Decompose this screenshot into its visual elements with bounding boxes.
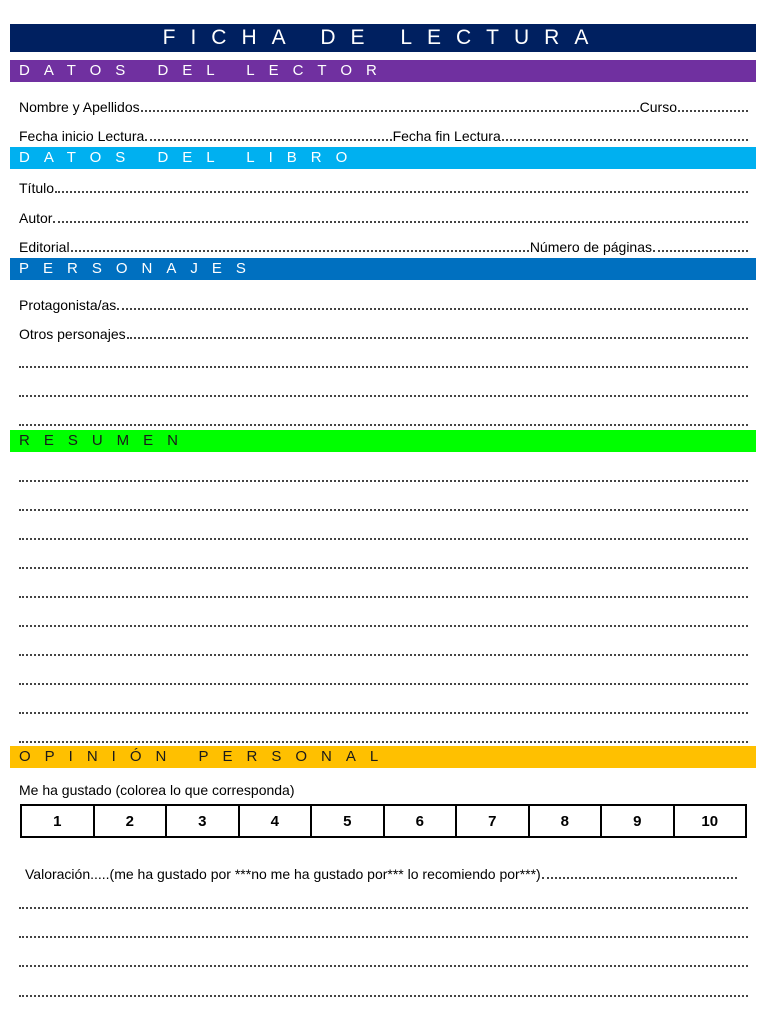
resumen-blank-line[interactable] — [19, 704, 748, 714]
section-resumen: RESUMEN — [10, 430, 756, 452]
resumen-blank-line[interactable] — [19, 733, 748, 743]
field-titulo-label: Título — [19, 180, 55, 196]
personajes-blank-line[interactable] — [19, 416, 748, 426]
section-datos-libro: DATOS DEL LIBRO — [10, 147, 756, 169]
valoracion-row — [25, 865, 738, 883]
rating-cell-1[interactable]: 1 — [21, 805, 94, 837]
field-titulo-blank[interactable] — [55, 190, 748, 193]
field-nombre-blank[interactable] — [141, 109, 639, 112]
me-ha-gustado-label: Me ha gustado (colorea lo que corresponda) — [19, 782, 295, 798]
section-personajes: PERSONAJES — [10, 258, 756, 280]
valoracion-blank-line[interactable] — [19, 899, 748, 909]
field-autor-blank[interactable] — [53, 220, 748, 223]
field-editorial-row — [19, 238, 749, 256]
field-otros-row — [19, 325, 749, 343]
field-editorial-blank[interactable] — [71, 249, 529, 252]
field-autor-row — [19, 209, 749, 227]
field-protagonistas-blank[interactable] — [117, 307, 748, 310]
field-protagonistas-label: Protagonista/as — [19, 297, 117, 313]
field-fecha-inicio-label: Fecha inicio Lectura — [19, 128, 145, 144]
section-datos-lector: DATOS DEL LECTOR — [10, 60, 756, 82]
field-titulo-row — [19, 179, 749, 197]
field-autor-label: Autor — [19, 210, 53, 226]
field-curso-blank[interactable] — [678, 109, 748, 112]
valoracion-blank-line[interactable] — [19, 987, 748, 997]
field-paginas-blank[interactable] — [653, 249, 748, 252]
resumen-blank-line[interactable] — [19, 559, 748, 569]
resumen-blank-line[interactable] — [19, 675, 748, 685]
personajes-blank-line[interactable] — [19, 358, 748, 368]
rating-cell-3[interactable]: 3 — [166, 805, 239, 837]
rating-cell-8[interactable]: 8 — [529, 805, 602, 837]
field-curso-label: Curso — [639, 99, 677, 115]
rating-cell-2[interactable]: 2 — [94, 805, 167, 837]
field-fechas-row — [19, 127, 749, 145]
section-opinion-personal: OPINIÓN PERSONAL — [10, 746, 756, 768]
field-editorial-label: Editorial — [19, 239, 70, 255]
resumen-blank-line[interactable] — [19, 501, 748, 511]
resumen-blank-line[interactable] — [19, 530, 748, 540]
resumen-blank-line[interactable] — [19, 472, 748, 482]
valoracion-label: Valoración.....(me ha gustado por ***no me ha gustado por*** lo recomiendo por***) — [25, 866, 541, 882]
rating-table — [20, 804, 747, 838]
page-title: FICHA DE LECTURA — [10, 24, 756, 52]
field-otros-blank[interactable] — [127, 336, 748, 339]
field-fecha-fin-label: Fecha fin Lectura — [392, 128, 501, 144]
valoracion-blank-line[interactable] — [19, 957, 748, 967]
rating-cell-9[interactable]: 9 — [601, 805, 674, 837]
rating-cell-5[interactable]: 5 — [311, 805, 384, 837]
field-nombre-row — [19, 98, 749, 116]
rating-cell-6[interactable]: 6 — [384, 805, 457, 837]
field-otros-label: Otros personajes — [19, 326, 126, 342]
valoracion-blank[interactable] — [542, 876, 737, 879]
field-paginas-label: Número de páginas — [529, 239, 652, 255]
resumen-blank-line[interactable] — [19, 646, 748, 656]
personajes-blank-line[interactable] — [19, 387, 748, 397]
field-fecha-inicio-blank[interactable] — [145, 138, 391, 141]
resumen-blank-line[interactable] — [19, 617, 748, 627]
field-fecha-fin-blank[interactable] — [502, 138, 748, 141]
rating-cell-4[interactable]: 4 — [239, 805, 312, 837]
field-protagonistas-row — [19, 296, 749, 314]
field-nombre-label: Nombre y Apellidos — [19, 99, 140, 115]
rating-cell-7[interactable]: 7 — [456, 805, 529, 837]
valoracion-blank-line[interactable] — [19, 928, 748, 938]
resumen-blank-line[interactable] — [19, 588, 748, 598]
rating-cell-10[interactable]: 10 — [674, 805, 747, 837]
